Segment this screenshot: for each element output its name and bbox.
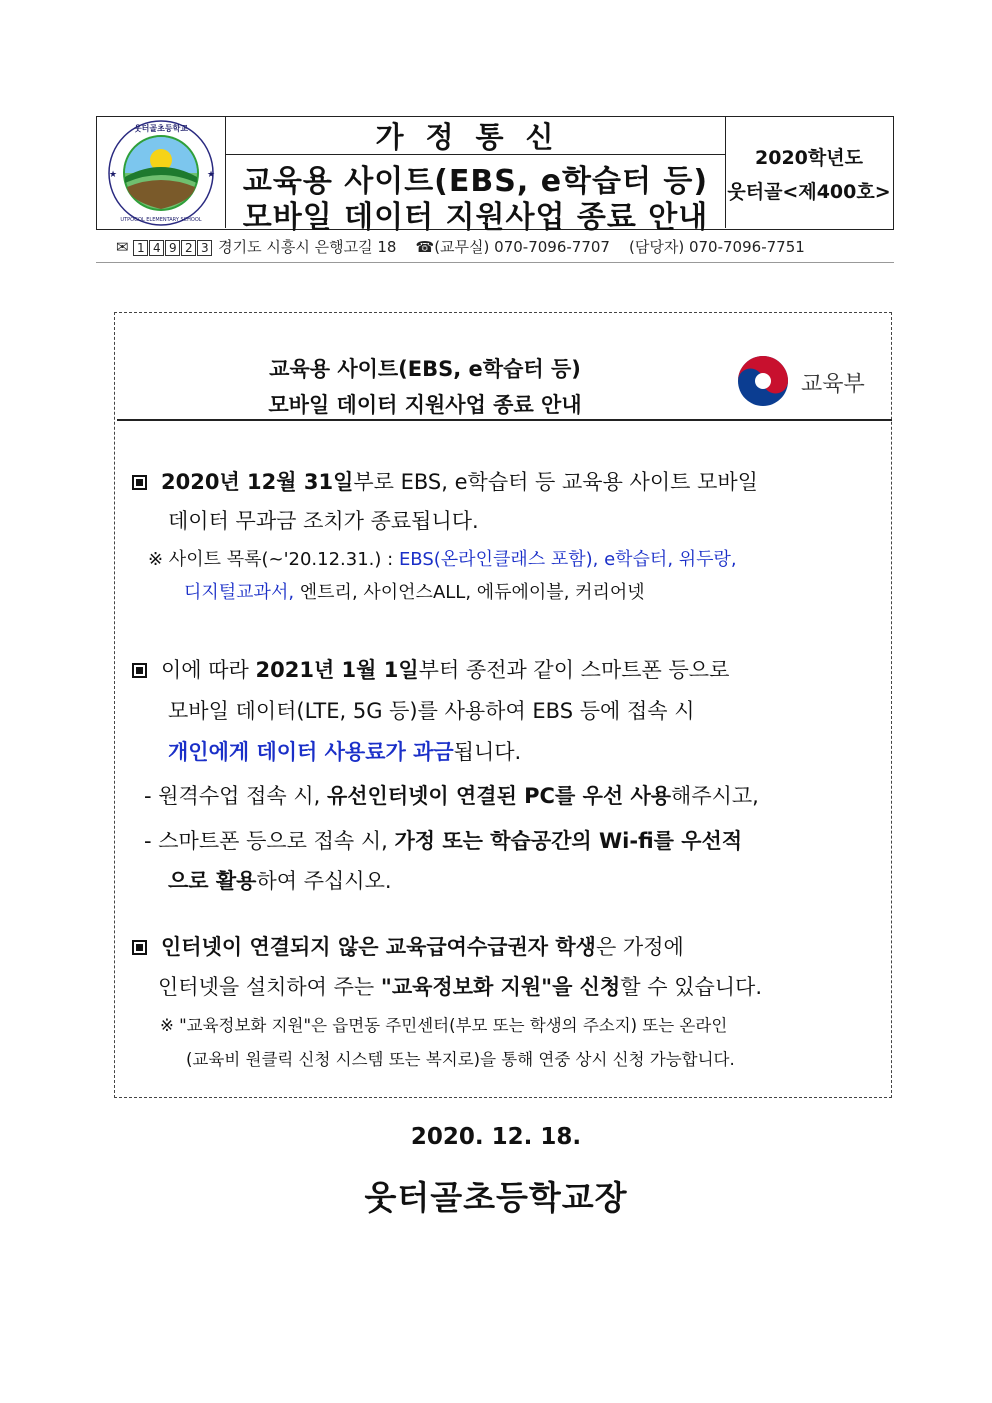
address-line <box>116 236 805 257</box>
principal-signature: 웃터골초등학교장 <box>364 1178 628 1217</box>
svg-text:★: ★ <box>207 170 216 180</box>
square-bullet-icon <box>132 475 147 490</box>
postal-digit: 2 <box>181 240 196 256</box>
svg-text:웃터골초등학교: 웃터골초등학교 <box>133 124 189 133</box>
dash-line2: - 스마트폰 등으로 접속 시, 가정 또는 학습공간의 Wi-fi를 우선적 <box>144 829 743 853</box>
item3-line1: 인터넷이 연결되지 않은 교육급여수급권자 학생은 가정에 <box>132 928 684 966</box>
sites-line2: 디지털교과서, 엔트리, 사이언스ALL, 에듀에이블, 커리어넷 <box>184 582 645 603</box>
item1-line2: 데이터 무과금 조치가 종료됩니다. <box>168 509 479 533</box>
logo-cell <box>97 117 226 228</box>
notice-title-rule <box>117 419 892 421</box>
postal-digit: 9 <box>165 240 180 256</box>
divider <box>96 262 894 263</box>
issue-cell <box>726 117 892 228</box>
svg-text:UTPOGOL ELEMENTARY SCHOOL: UTPOGOL ELEMENTARY SCHOOL <box>120 217 202 223</box>
item1-line1: 2020년 12월 31일부로 EBS, e학습터 등 교육용 사이트 모바일 <box>132 463 758 501</box>
office-phone: (교무실) 070-7096-7707 <box>434 238 610 256</box>
doc-title: 가정통신 <box>226 117 725 155</box>
address-text: 경기도 시흥시 은행고길 18 <box>218 238 397 256</box>
mail-icon: ✉ <box>116 238 129 256</box>
issue-date: 2020. 12. 18. <box>410 1124 582 1150</box>
sites-line1: ※ 사이트 목록(~'20.12.31.) : EBS(온라인클래스 포함), e학습터, 위두랑, <box>148 549 737 570</box>
phone-icon: ☎ <box>415 238 435 256</box>
postal-digit: 3 <box>197 240 212 256</box>
title-cell <box>226 117 726 235</box>
taegeuk-icon <box>737 355 789 407</box>
item2-line3: 개인에게 데이터 사용료가 과금됩니다. <box>168 740 522 764</box>
header-table <box>96 116 894 235</box>
school-logo-icon <box>97 117 226 228</box>
ministry-name: 교육부 <box>801 372 865 397</box>
square-bullet-icon <box>132 663 147 678</box>
notice-title-line1: 교육용 사이트(EBS, e학습터 등) <box>269 357 581 381</box>
note-line1: ※ "교육정보화 지원"은 읍면동 주민센터(부모 또는 학생의 주소지) 또는 온라인 <box>160 1016 728 1035</box>
postal-digit: 1 <box>133 240 148 256</box>
square-bullet-icon <box>132 940 147 955</box>
postal-code <box>133 238 213 256</box>
doc-subtitle-line1: 교육용 사이트(EBS, e학습터 등) <box>242 164 709 199</box>
doc-subtitle-line2: 모바일 데이터 지원사업 종료 안내 <box>242 200 709 235</box>
svg-text:★: ★ <box>109 170 118 180</box>
issue-number: 웃터골<제400호> <box>727 181 891 203</box>
dash-line1: - 원격수업 접속 시, 유선인터넷이 연결된 PC를 우선 사용해주시고, <box>144 784 759 808</box>
note-line2: (교육비 원클릭 신청 시스템 또는 복지로)을 통해 연중 상시 신청 가능합니다. <box>186 1050 735 1069</box>
item2-line2: 모바일 데이터(LTE, 5G 등)를 사용하여 EBS 등에 접속 시 <box>168 699 695 723</box>
dash-line3: 으로 활용하여 주십시오. <box>168 869 392 893</box>
postal-digit: 4 <box>149 240 164 256</box>
item3-line2: 인터넷을 설치하여 주는 "교육정보화 지원"을 신청할 수 있습니다. <box>158 975 763 999</box>
school-year: 2020학년도 <box>755 147 863 169</box>
item2-line1: 이에 따라 2021년 1월 1일부터 종전과 같이 스마트폰 등으로 <box>132 651 729 689</box>
notice-title-line2: 모바일 데이터 지원사업 종료 안내 <box>268 393 582 417</box>
manager-phone: (담당자) 070-7096-7751 <box>629 238 805 256</box>
